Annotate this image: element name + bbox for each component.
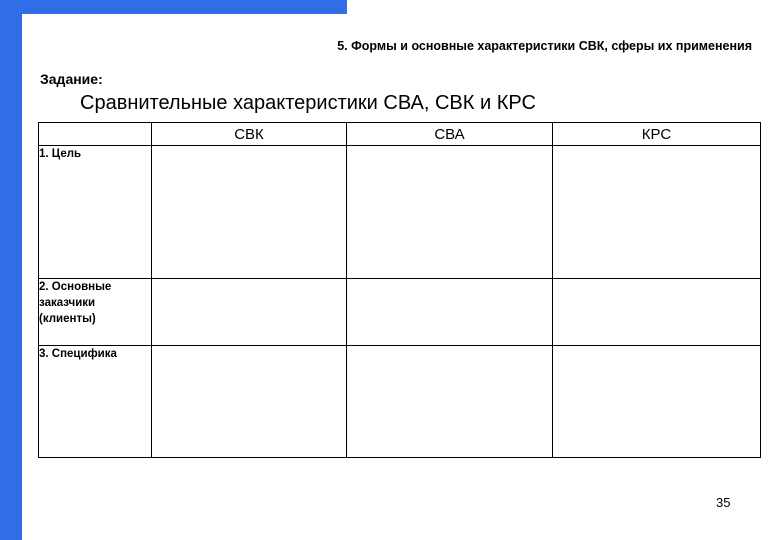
page-number: 35 [716,495,731,510]
table-cell [347,346,553,458]
header-cell-svk: СВК [152,123,347,146]
table-row [39,146,761,279]
task-label: Задание: [40,71,103,87]
table-cell [347,279,553,346]
header-cell-empty [39,123,152,146]
header-cell-sva: СВА [347,123,553,146]
row-label-specifics: 3. Специфика [39,346,152,458]
comparison-table [38,122,761,458]
table-cell [152,146,347,279]
slide-header: 5. Формы и основные характеристики СВК, сферы их применения [337,39,752,53]
slide-title: Сравнительные характеристики СВА, СВК и КРС [80,92,536,114]
header-cell-krs: КРС [553,123,761,146]
left-accent-bar [0,0,22,540]
table-row [39,279,761,346]
table-cell [152,346,347,458]
table-cell [553,146,761,279]
table-cell [553,279,761,346]
table-row [39,346,761,458]
row-label-clients: 2. Основные заказчики (клиенты) [39,279,152,346]
table-cell [152,279,347,346]
top-accent-bar [0,0,347,14]
table-header-row [39,123,761,146]
row-label-goal: 1. Цель [39,146,152,279]
table-cell [347,146,553,279]
table-cell [553,346,761,458]
